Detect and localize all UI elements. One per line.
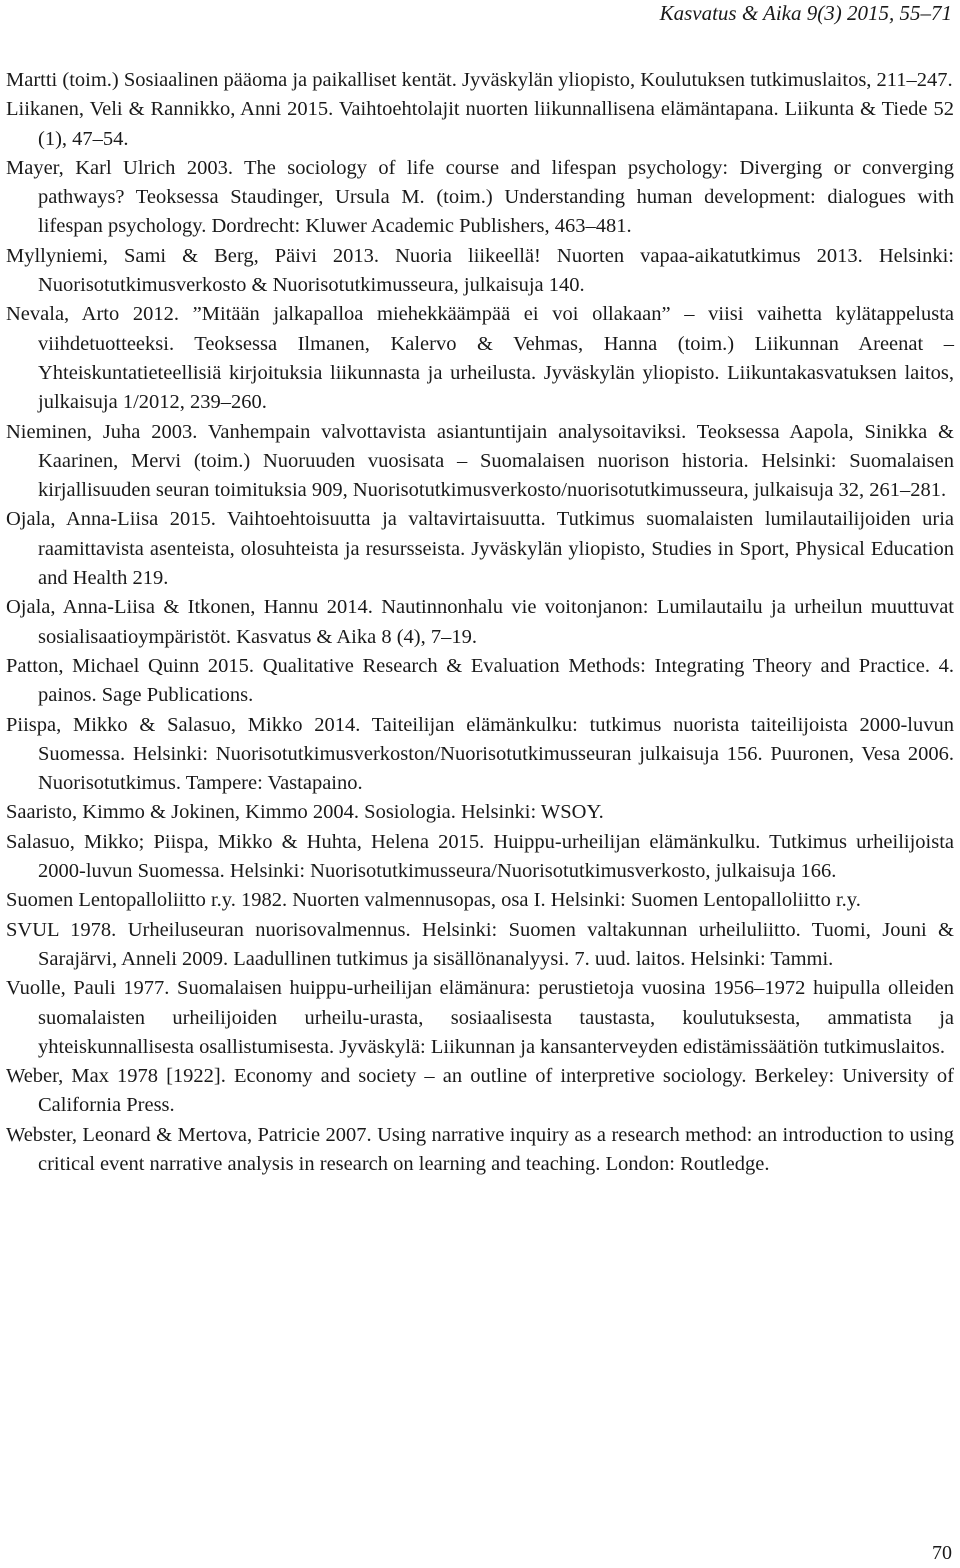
reference-item: Saaristo, Kimmo & Jokinen, Kimmo 2004. Sosiologia. Helsinki: WSOY. xyxy=(6,801,604,824)
reference-item: Mayer, Karl Ulrich 2003. The sociology of life course and lifespan psychology: Diverging or converging pathways? Teoksessa Staudinger, Ursula M. (toim.) Understanding human development: dialogues with lifespan psychology. Dordrecht: Kluwer Academic Publishers, 463–481. xyxy=(6,156,954,238)
running-header: Kasvatus & Aika 9(3) 2015, 55–71 xyxy=(659,1,952,25)
reference-item: Patton, Michael Quinn 2015. Qualitative Research & Evaluation Methods: Integrating Theory and Practice. 4. painos. Sage Publications. xyxy=(6,654,954,707)
reference-item: Ojala, Anna-Liisa & Itkonen, Hannu 2014. Nautinnonhalu vie voitonjanon: Lumilautailu ja urheilun muuttuvat sosialisaatioympäristöt. Kasvatus & Aika 8 (4), 7–19. xyxy=(6,596,954,648)
reference-item: Salasuo, Mikko; Piispa, Mikko & Huhta, Helena 2015. Huippu-urheilijan elämänkulku. Tutkimus urheilijoista 2000-luvun Suomessa. Helsinki: Nuorisotutkimusseura/Nuorisotutkimusverkosto, julkaisuja 166. xyxy=(6,830,954,883)
reference-item: Nevala, Arto 2012. ”Mitään jalkapalloa miehekkäämpää ei voi ollakaan” – viisi vaihetta kylätappelusta viihdetuotteeksi. Teoksessa Ilmanen, Kalervo & Vehmas, Hanna (toim.) Liikunnan Areenat – Yhteiskuntatieteellisiä kirjoituksia liikunnasta ja urheilusta. Jyväskylän yliopisto. Liikuntakasvatuksen laitos, julkaisuja 1/2012, 239–260. xyxy=(6,303,954,414)
reference-item: Weber, Max 1978 [1922]. Economy and society – an outline of interpretive sociology. Berkeley: University of California Press. xyxy=(6,1065,954,1117)
reference-item: Ojala, Anna-Liisa 2015. Vaihtoehtoisuutta ja valtavirtaisuutta. Tutkimus suomalaisten lumilautailijoiden uria raamittavista asenteista, olosuhteista ja resursseista. Jyväskylän yliopisto, Studies in Sport, Physical Education and Health 219. xyxy=(6,508,954,590)
reference-item: Piispa, Mikko & Salasuo, Mikko 2014. Taiteilijan elämänkulku: tutkimus nuorista taiteilijoista 2000-luvun Suomessa. Helsinki: Nuorisotutkimusverkoston/Nuorisotutkimusseuran julkaisuja 156. Puuronen, Vesa 2006. Nuorisotutkimus. Tampere: Vastapaino. xyxy=(6,713,954,795)
reference-item: Martti (toim.) Sosiaalinen pääoma ja paikalliset kentät. Jyväskylän yliopisto, Koulutuksen tutkimuslaitos, 211–247. xyxy=(6,69,953,91)
reference-item: Vuolle, Pauli 1977. Suomalaisen huippu-urheilijan elämänura: perustietoja vuosina 1956–1972 huipulla olleiden suomalaisten urheilijoiden urheilu-urasta, sosiaalisesta taustasta, koulutuksesta, ammatista ja yhteiskunnallisesta osallistumisesta. Jyväskylä: Liikunnan ja kansanterveyden edistämissäätiön tutkimuslaitos. xyxy=(6,977,954,1058)
page-number: 70 xyxy=(932,1542,952,1564)
reference-item: Webster, Leonard & Mertova, Patricie 2007. Using narrative inquiry as a research method: an introduction to using critical event narrative analysis in research on learning and teaching. London: Routledge. xyxy=(6,1123,954,1175)
reference-list xyxy=(6,66,954,1179)
reference-item: Liikanen, Veli & Rannikko, Anni 2015. Vaihtoehtolajit nuorten liikunnallisena elämäntapana. Liikunta & Tiede 52 (1), 47–54. xyxy=(6,98,954,150)
reference-item: Myllyniemi, Sami & Berg, Päivi 2013. Nuoria liikeellä! Nuorten vapaa-aikatutkimus 2013. Helsinki: Nuorisotutkimusverkosto & Nuorisotutkimusseura, julkaisuja 140. xyxy=(6,244,954,297)
reference-item: Suomen Lentopalloliitto r.y. 1982. Nuorten valmennusopas, osa I. Helsinki: Suomen Lentopalloliitto r.y. xyxy=(6,889,861,912)
reference-item: SVUL 1978. Urheiluseuran nuorisovalmennus. Helsinki: Suomen valtakunnan urheiluliitto. Tuomi, Jouni & Sarajärvi, Anneli 2009. Laadullinen tutkimus ja sisällönanalyysi. 7. uud. laitos. Helsinki: Tammi. xyxy=(6,918,954,970)
reference-item: Nieminen, Juha 2003. Vanhempain valvottavista asiantuntijain analysoitaviksi. Teoksessa Aapola, Sinikka & Kaarinen, Mervi (toim.) Nuoruuden vuosisata – Suomalaisen nuorison historia. Helsinki: Suomalaisen kirjallisuuden seuran toimituksia 909, Nuorisotutkimusverkosto/nuorisotutkimusseura, julkaisuja 32, 261–281. xyxy=(6,420,954,502)
